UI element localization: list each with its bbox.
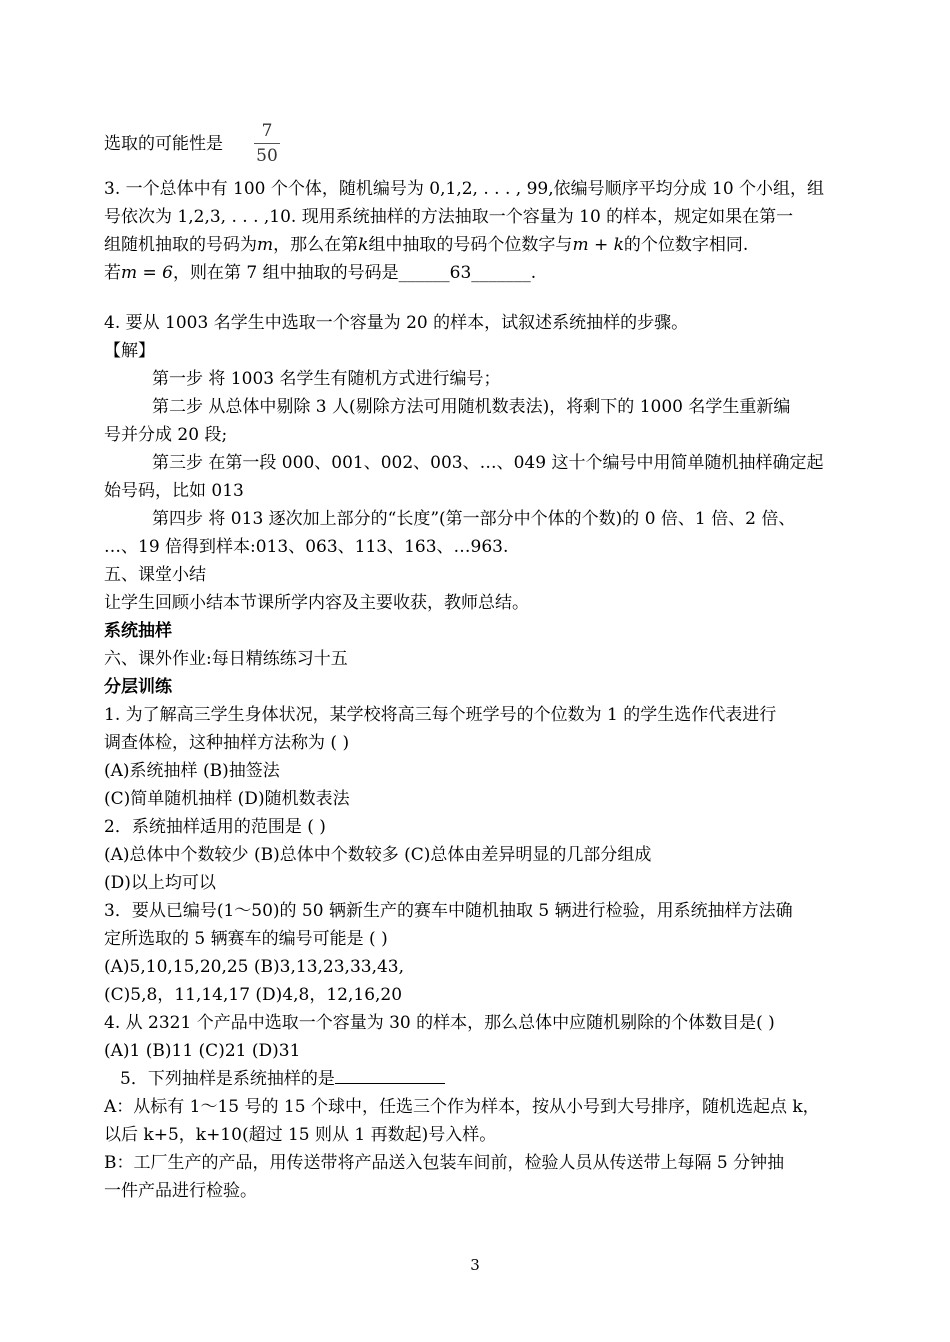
solution-label: 【解】 (104, 341, 155, 361)
p3-options-1: (A)5,10,15,20,25 (B)3,13,23,33,43, (104, 957, 405, 977)
option-a-line-1: A：从标有 1～15 号的 15 个球中，任选三个作为样本，按从小号到大号排序，随机选起点 k， (104, 1097, 820, 1117)
text: 组中抽取的号码个位数字与 (368, 235, 573, 255)
q3-line-4 (104, 259, 850, 287)
step-3-line-1: 第三步 在第一段 000、001、002、003、…、049 这十个编号中用简单随机抽样确定起 (152, 453, 824, 473)
option-a-line-2: 以后 k+5，k+10(超过 15 则从 1 再数起)号入样。 (104, 1125, 497, 1145)
q3-line-1: 3. 一个总体中有 100 个个体，随机编号为 0,1,2, . . . , 99,依编号顺序平均分成 10 个小组，组 (104, 179, 825, 199)
summary-line: 让学生回顾小结本节课所学内容及主要收获，教师总结。 (104, 593, 529, 613)
step-2-line-1: 第二步 从总体中剔除 3 人(剔除方法可用随机数表法)，将剩下的 1000 名学生重新编 (152, 397, 791, 417)
fraction-7-50 (254, 120, 280, 167)
text: 若 (104, 263, 121, 283)
fraction-bar (254, 143, 280, 144)
section-5-heading: 五、课堂小结 (104, 565, 206, 585)
q4-line: 4. 要从 1003 名学生中选取一个容量为 20 的样本，试叙述系统抽样的步骤。 (104, 313, 689, 333)
answer-blank (335, 1065, 445, 1084)
p2-options-2: (D)以上均可以 (104, 873, 216, 893)
step-4-line-2: …、19 倍得到样本:013、063、113、163、…963. (104, 537, 509, 557)
step-4-line-1: 第四步 将 013 逐次加上部分的“长度”(第一部分中个体的个数)的 0 倍、1 倍、2 倍、 (152, 509, 796, 529)
p4-line: 4. 从 2321 个产品中选取一个容量为 30 的样本，那么总体中应随机剔除的个体数目是( ) (104, 1013, 775, 1033)
p1-options-1: (A)系统抽样 (B)抽签法 (104, 761, 280, 781)
text: . (530, 263, 537, 283)
section-6-heading: 六、课外作业:每日精练练习十五 (104, 649, 348, 669)
step-1: 第一步 将 1003 名学生有随机方式进行编号； (152, 369, 501, 389)
text: ，则在第 7 组中抽取的号码是 (173, 263, 399, 283)
fraction-numerator: 7 (261, 121, 273, 141)
line-probability (104, 130, 850, 158)
p2-options-1: (A)总体中个数较少 (B)总体中个数较多 (C)总体由差异明显的几部分组成 (104, 845, 652, 865)
fraction-denominator: 50 (256, 146, 278, 166)
p3-line-1: 3．要从已编号(1～50)的 50 辆新生产的赛车中随机抽取 5 辆进行检验，用系统抽样方法确 (104, 901, 793, 921)
heading-systematic-sampling: 系统抽样 (104, 621, 172, 641)
p3-options-2: (C)5,8，11,14,17 (D)4,8，12,16,20 (104, 985, 403, 1005)
text: 选取的可能性是 (104, 134, 223, 154)
p4-options: (A)1 (B)11 (C)21 (D)31 (104, 1041, 301, 1061)
p5-line (120, 1065, 866, 1093)
option-b-line-1: B：工厂生产的产品，用传送带将产品送入包装车间前，检验人员从传送带上每隔 5 分钟抽 (104, 1153, 785, 1173)
text: 5．下列抽样是系统抽样的是 (120, 1069, 335, 1089)
text: 组随机抽取的号码为 (104, 235, 257, 255)
step-3-line-2: 始号码，比如 013 (104, 481, 244, 501)
math-m: m (257, 235, 274, 255)
math-k: k (358, 235, 369, 255)
p1-line-1: 1. 为了解高三学生身体状况，某学校将高三每个班学号的个位数为 1 的学生选作代表进行 (104, 705, 777, 725)
text: 的个位数字相同. (623, 235, 749, 255)
math-m-plus-k: m + k (572, 235, 624, 255)
text: ，那么在第 (273, 235, 359, 255)
option-b-line-2: 一件产品进行检验。 (104, 1181, 257, 1201)
page-number: 3 (470, 1256, 480, 1274)
q3-line-3 (104, 231, 850, 259)
heading-tiered-training: 分层训练 (104, 677, 172, 697)
math-m-equals-6: m = 6 (121, 263, 173, 283)
q3-line-2: 号依次为 1,2,3, . . . ,10. 现用系统抽样的方法抽取一个容量为 10 的样本，规定如果在第一 (104, 207, 794, 227)
p2-line: 2．系统抽样适用的范围是 ( ) (104, 817, 326, 837)
p3-line-2: 定所选取的 5 辆赛车的编号可能是 ( ) (104, 929, 388, 949)
step-2-line-2: 号并分成 20 段; (104, 425, 228, 445)
p1-line-2: 调查体检，这种抽样方法称为 ( ) (104, 733, 350, 753)
p1-options-2: (C)简单随机抽样 (D)随机数表法 (104, 789, 350, 809)
answer-63: ______63_______ (398, 263, 531, 283)
